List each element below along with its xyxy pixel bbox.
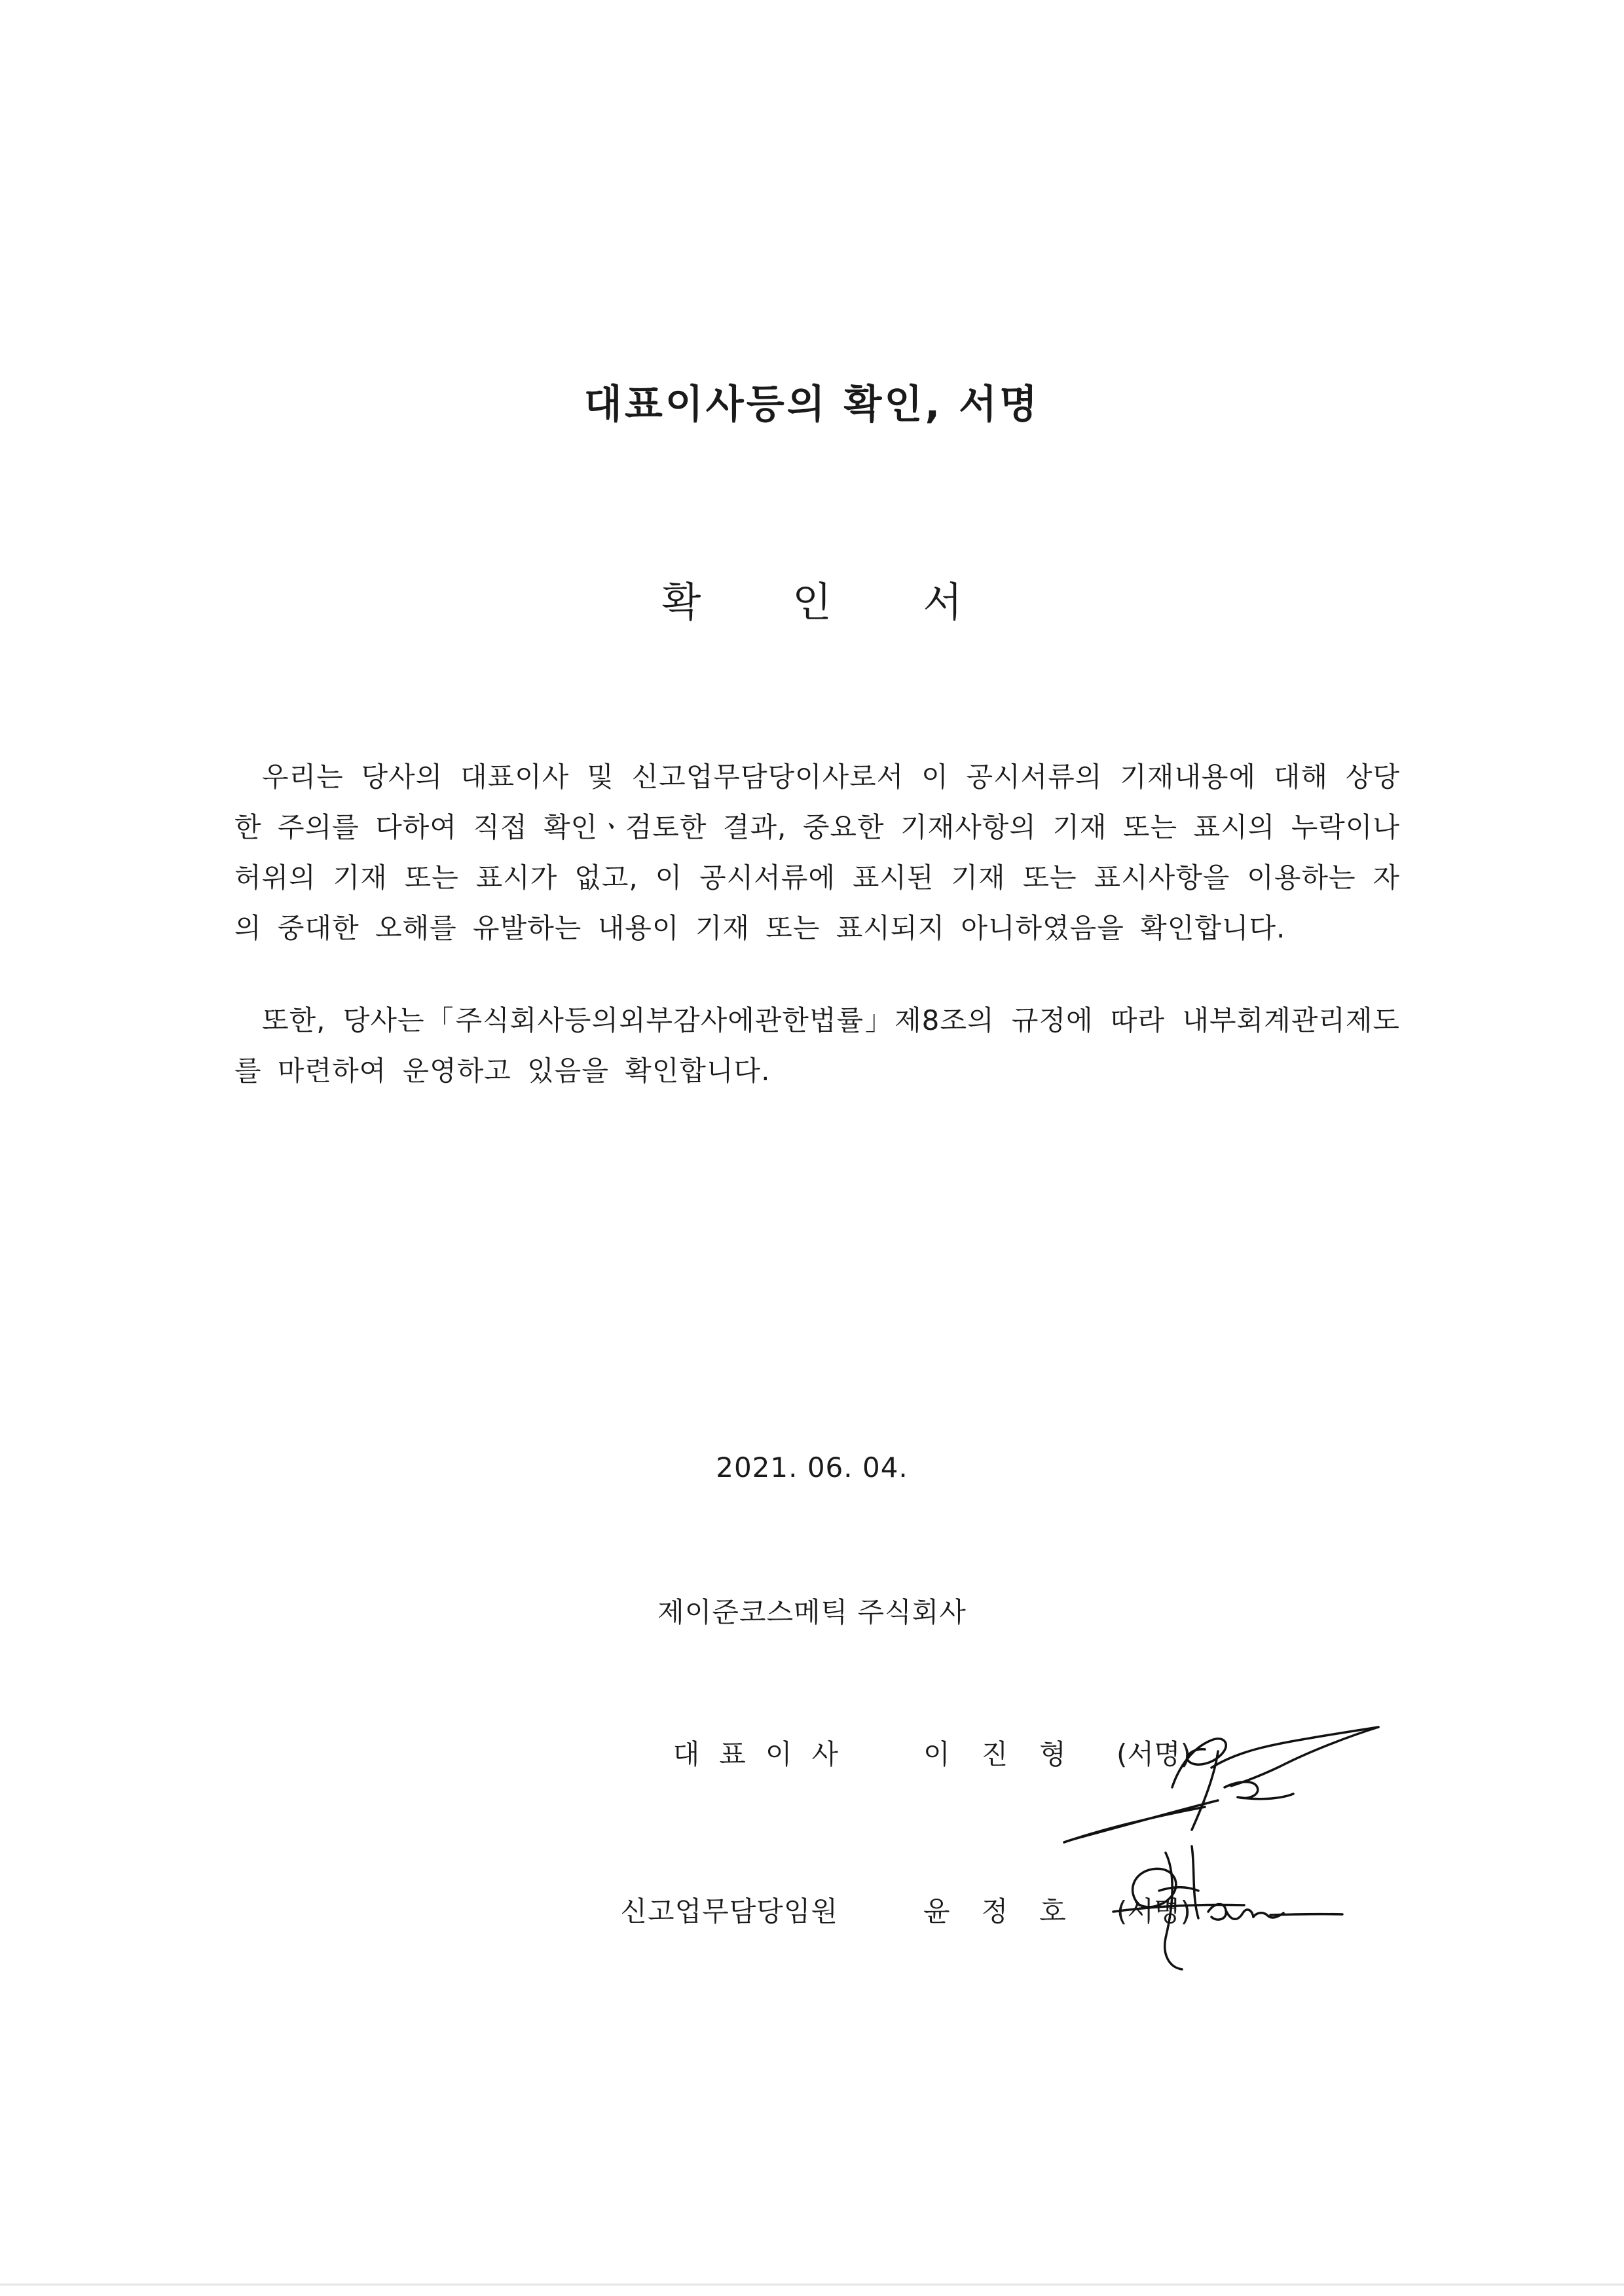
company-name: 제이준코스메틱 주식회사 [657, 1596, 967, 1628]
signature-placeholder: (서명) [1116, 1895, 1191, 1927]
document-heading: 대표이사등의 확인, 서명 [583, 382, 1041, 428]
paragraph-2-text: 또한, 당사는「주식회사등의외부감사에관한법률」제8조의 규정에 따라 내부회계관리제도를 마련하여 운영하고 있음을 확인합니다. [234, 1004, 1400, 1087]
signatory-name: 이진형 [923, 1738, 1098, 1770]
document-date: 2021. 06. 04. [716, 1451, 908, 1484]
signatory-role: 신고업무담당임원 [620, 1895, 838, 1927]
signatory-row-ceo [0, 1728, 1624, 1781]
signatory-name: 윤정호 [923, 1895, 1098, 1927]
confirmation-paragraph-2 [234, 995, 1400, 1096]
document-title: 확 인 서 [661, 578, 1002, 626]
paragraph-1-text: 우리는 당사의 대표이사 및 신고업무담당이사로서 이 공시서류의 기재내용에 대해 상당한 주의를 다하여 직접 확인ㆍ검토한 결과, 중요한 기재사항의 기재 또는 표시의 누락이나 허위의 기재 또는 표시가 없고, 이 공시서류에 표시된 기재 또는 표시사항을 이용하는 자의 중대한 오해를 유발하는 내용이 기재 또는 표시되지 아니하였음을 확인합니다. [234, 761, 1400, 944]
scan-edge-line [0, 2284, 1624, 2286]
signature-placeholder: (서명) [1116, 1738, 1191, 1770]
signatory-role: 대표이사 [673, 1738, 858, 1770]
confirmation-paragraph-1 [234, 752, 1400, 953]
signatory-row-disclosure-officer [0, 1886, 1624, 1938]
